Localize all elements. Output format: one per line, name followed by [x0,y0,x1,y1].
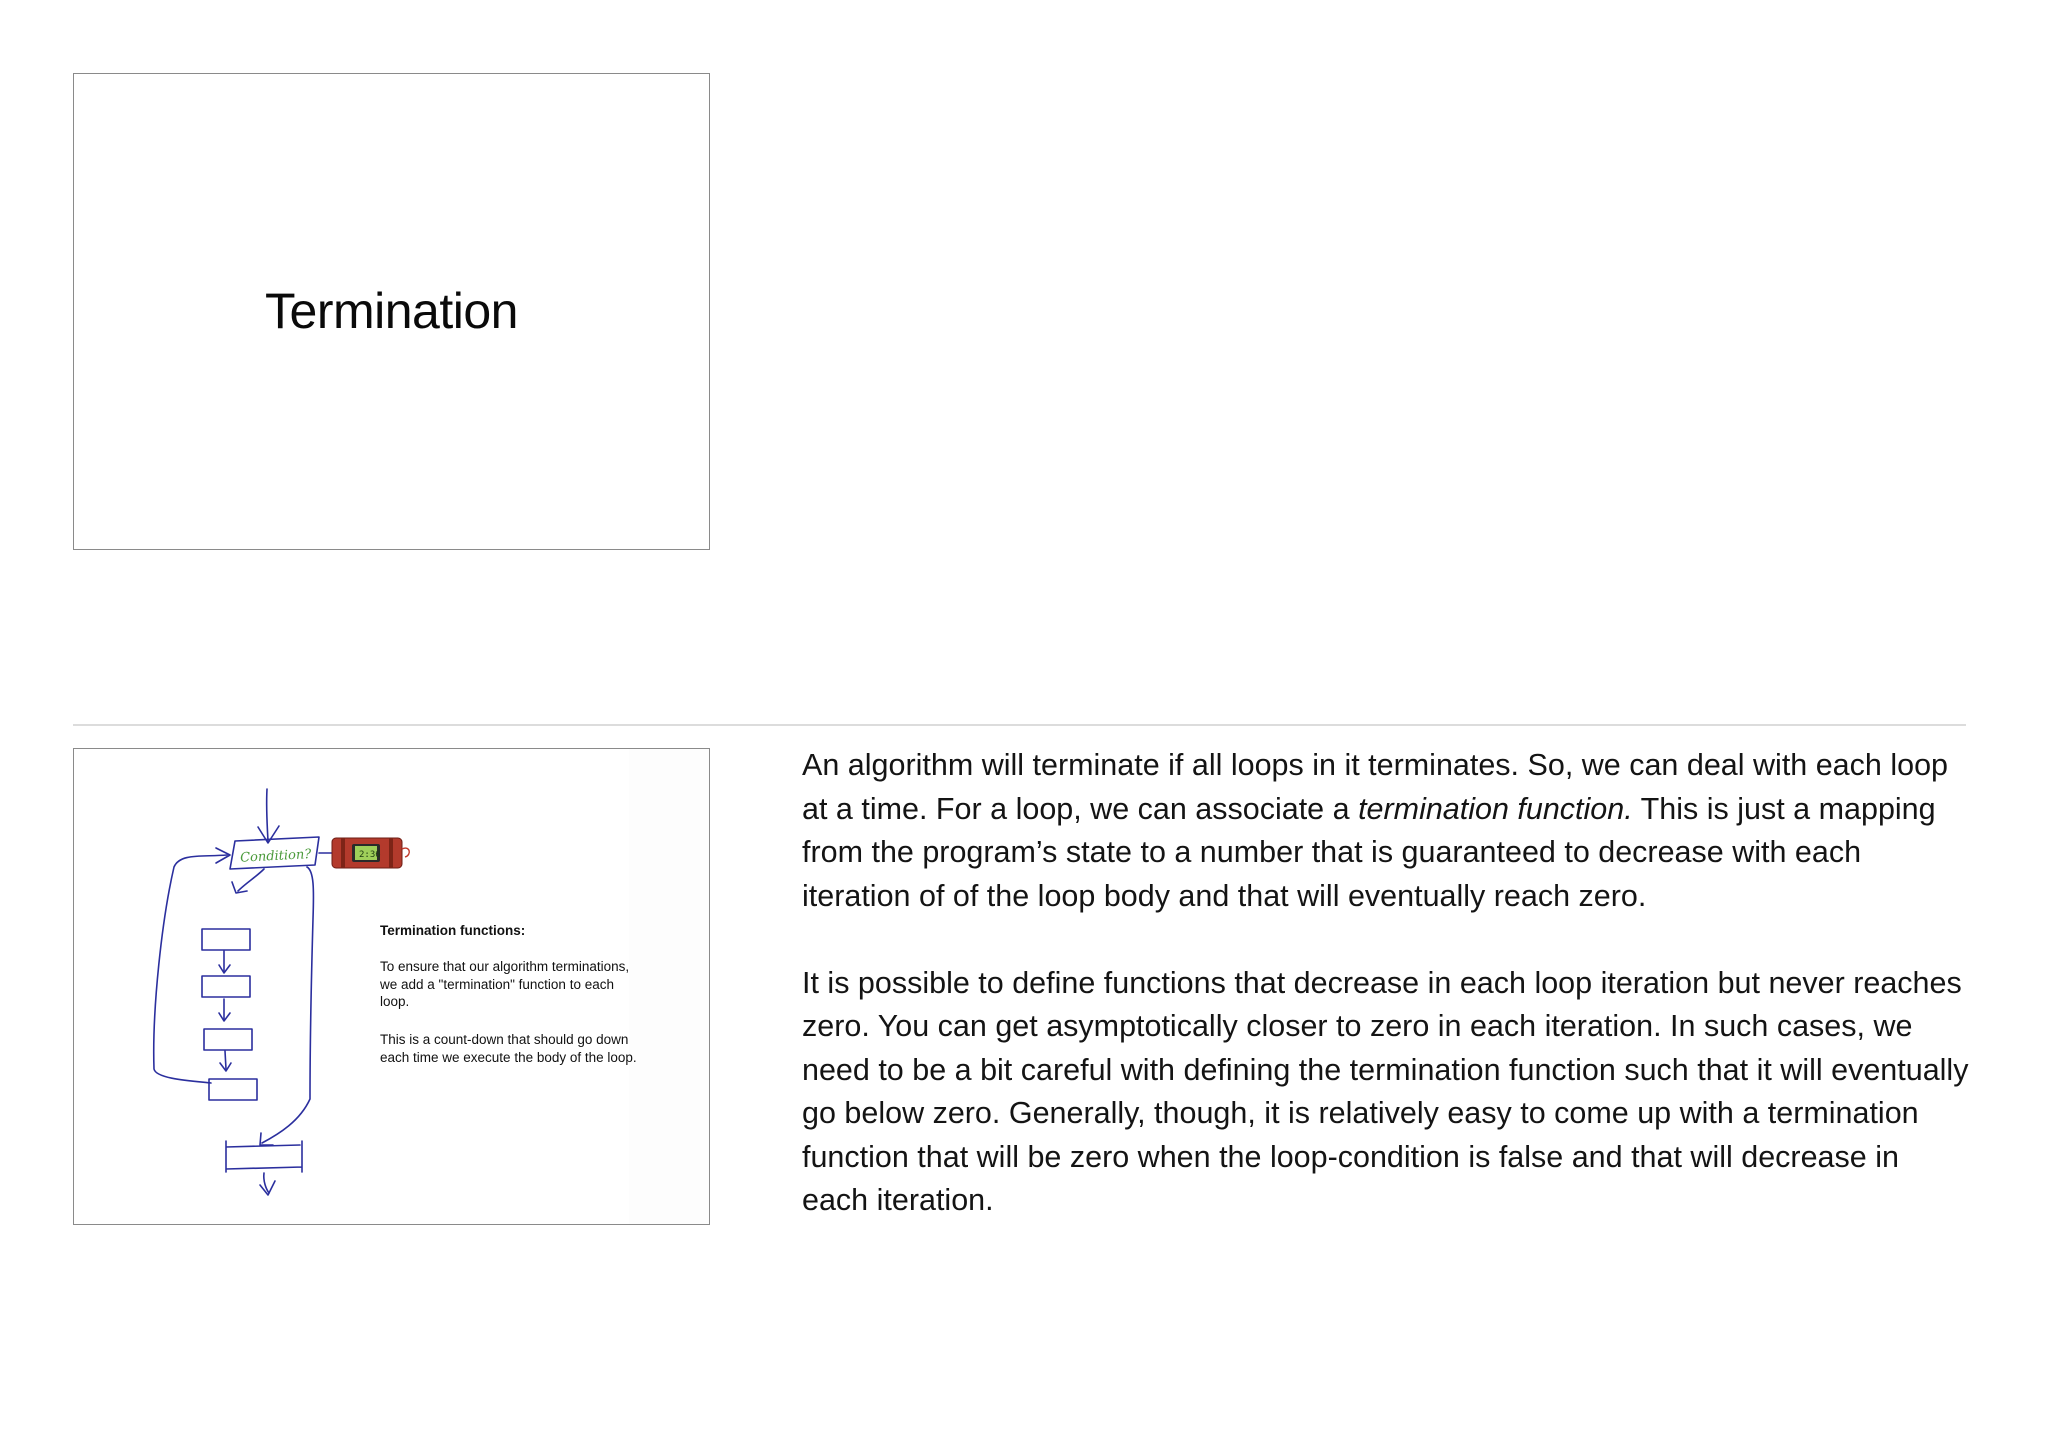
notes-paragraph [802,744,1972,918]
timer-display: 2:36 [359,850,381,860]
slide-heading: Termination functions: [380,923,526,938]
notes-emphasis: termination function. [1358,791,1633,826]
termination-functions-slide-thumbnail [73,748,710,1225]
notes-text: An algorithm will terminate if all loops in it terminates. So, we can deal with each loop at a time. For a loop, we can associate a [802,748,1948,826]
notes-paragraph: It is possible to define functions that decrease in each loop iteration but never reaches zero. You can get asymptotically closer to zero in each iteration. In such cases, we need to be a bit careful with defining the termination function such that it will eventually go below zero. Generally, though, it is relatively easy to come up with a termination function that will be zero when the loop-condition is false and that will decrease in each iteration. [802,965,1969,1217]
condition-label: Condition? [239,847,312,866]
slide-paragraph: This is a count-down that should go down each time we execute the body of the loop. [380,1032,637,1065]
slide-paragraph: To ensure that our algorithm terminations, we add a "termination" function to each loop. [380,959,630,1009]
slide-divider [73,724,1966,726]
title-slide-thumbnail [73,73,710,550]
notes-text: This is just a mapping from the program’s state to a number that is guaranteed to decrease with each iteration of of the loop body and that will eventually reach zero. [802,791,1936,913]
slide-title: Termination [265,283,518,339]
speaker-notes [802,744,1972,1266]
